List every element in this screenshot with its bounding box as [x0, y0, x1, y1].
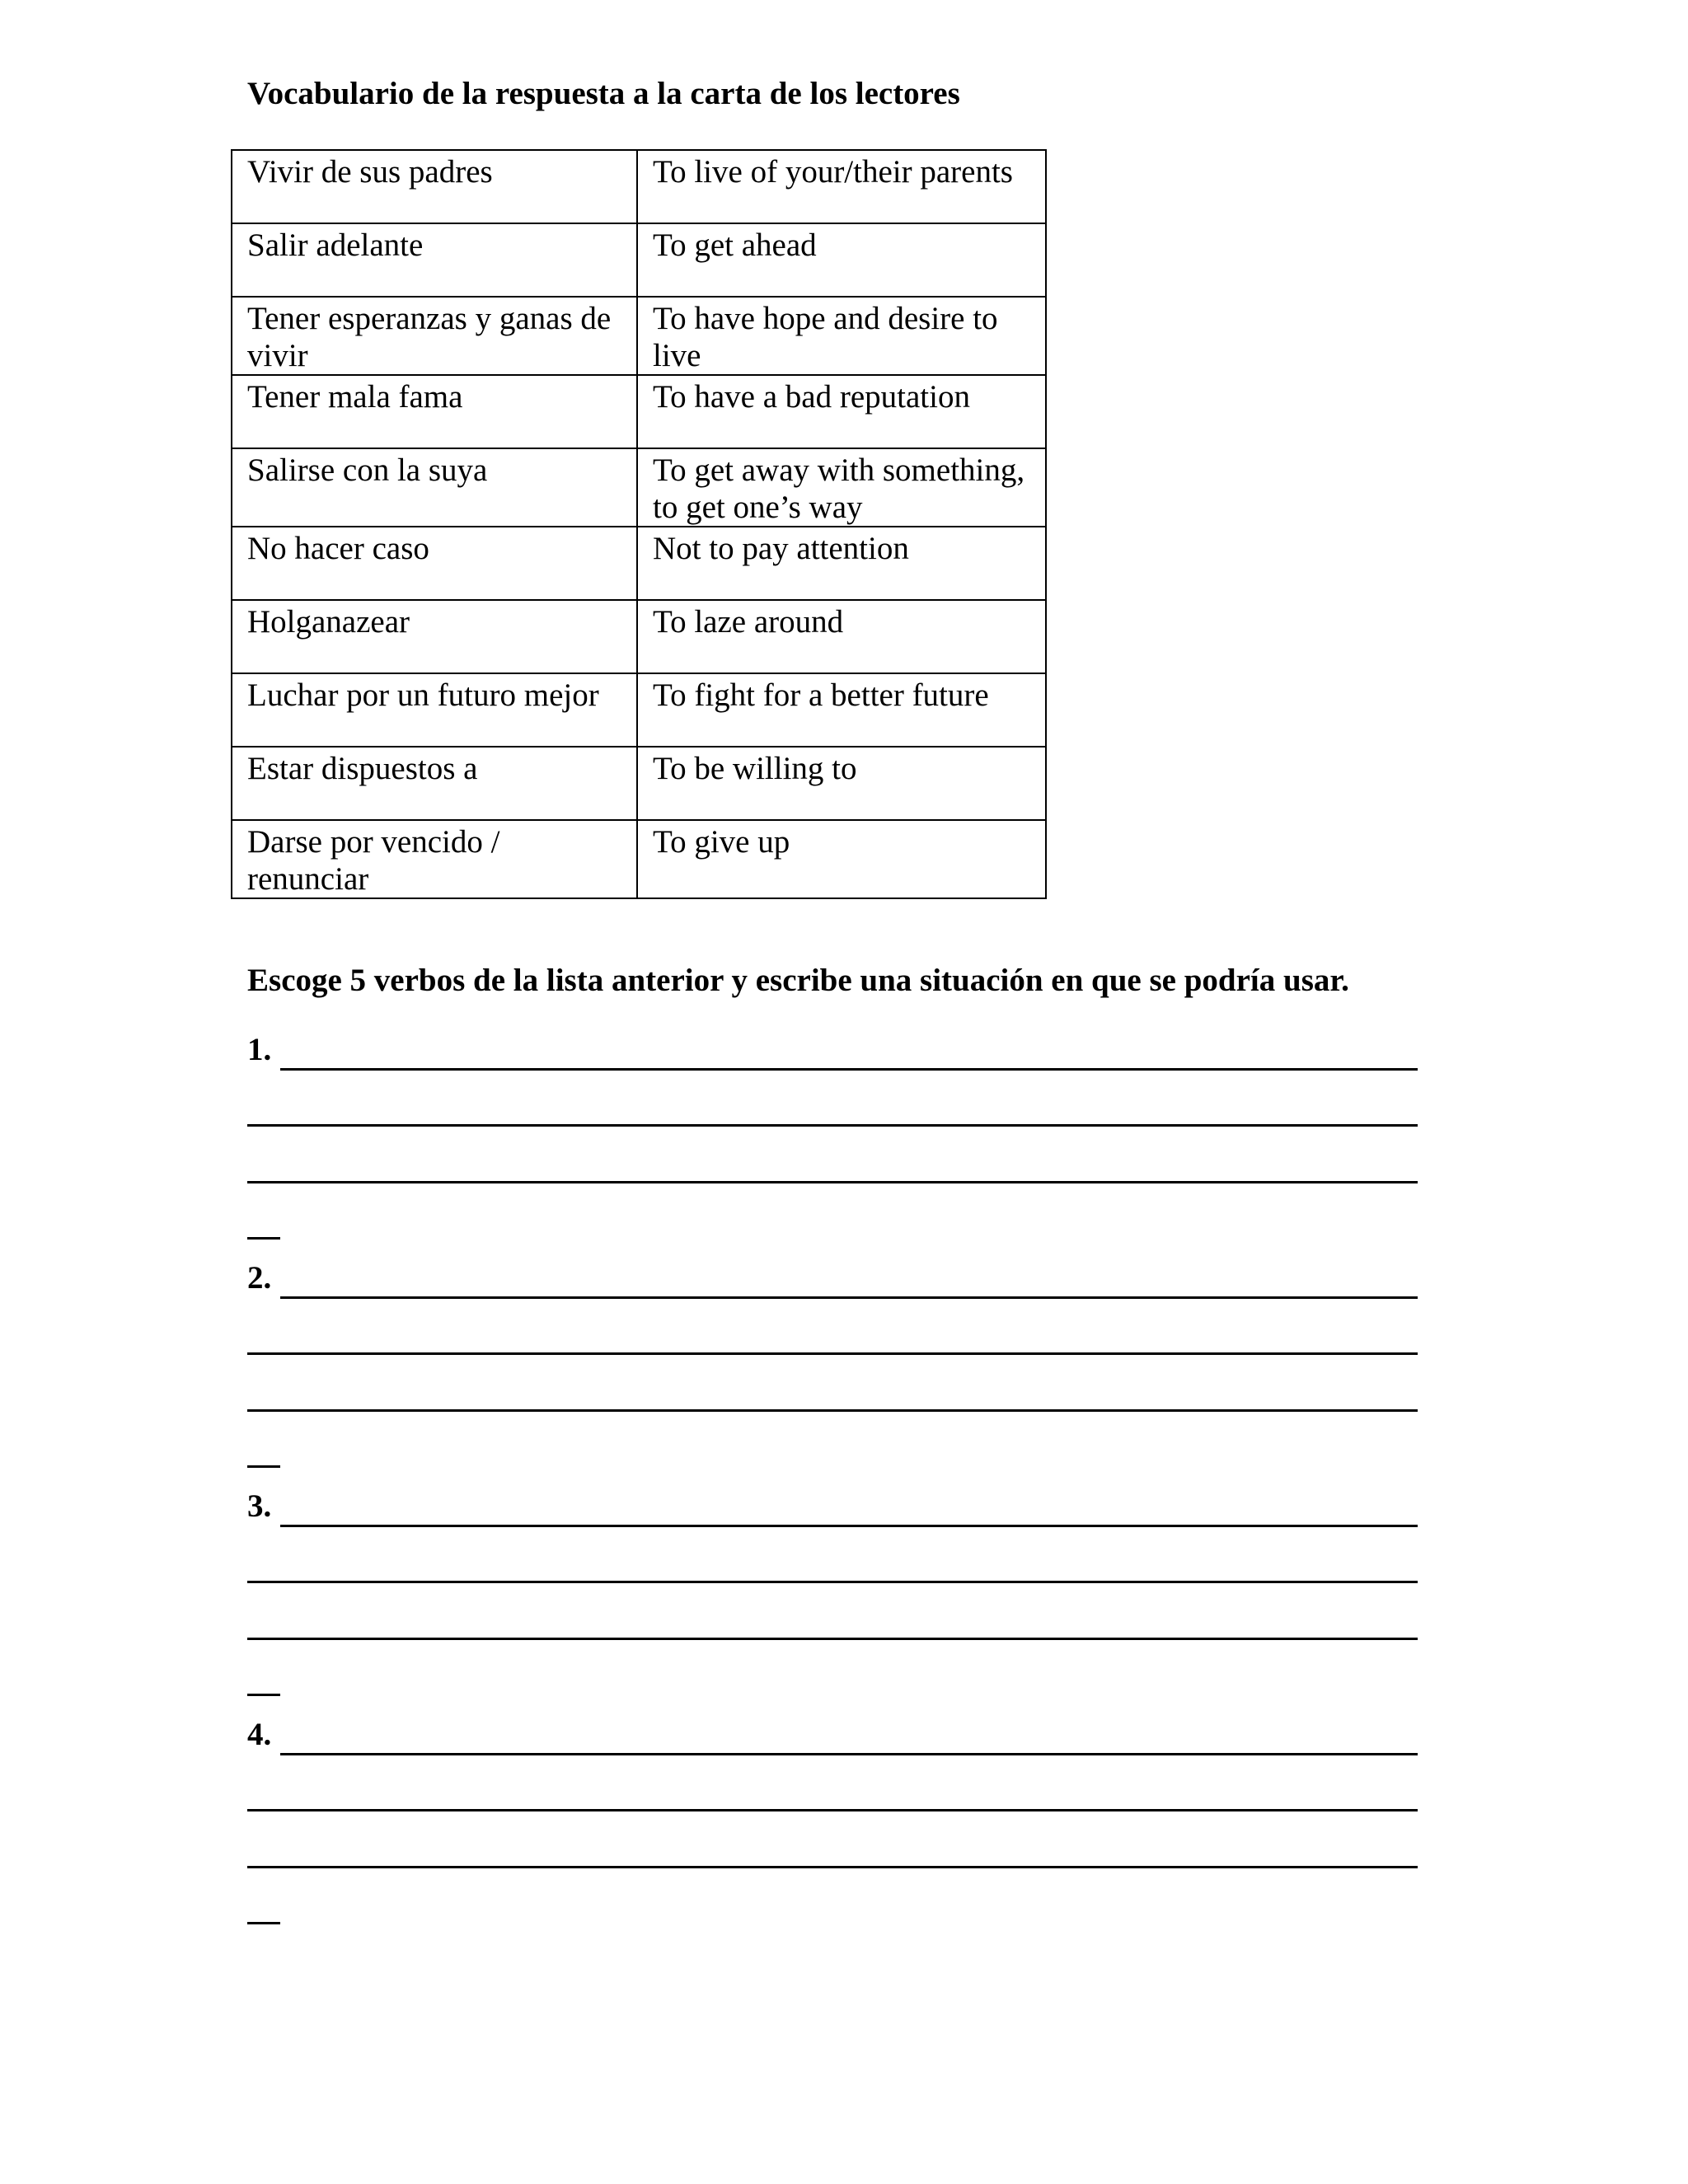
table-row — [232, 150, 1046, 223]
exercise-instruction: Escoge 5 verbos de la lista anterior y escribe una situación en que se podría usar. — [247, 963, 1349, 998]
spanish-phrase: Darse por vencido / renunciar — [232, 820, 637, 898]
page-title: Vocabulario de la respuesta a la carta de los lectores — [247, 76, 960, 111]
table-row — [232, 600, 1046, 673]
table-row — [232, 527, 1046, 600]
answer-line-end — [247, 1465, 280, 1468]
answer-line[interactable] — [247, 1809, 1418, 1811]
spanish-phrase: Tener esperanzas y ganas de vivir — [232, 297, 637, 375]
answer-line-end — [247, 1237, 280, 1240]
answer-line[interactable] — [247, 1409, 1418, 1412]
english-translation: To get ahead — [637, 223, 1046, 297]
spanish-phrase: No hacer caso — [232, 527, 637, 600]
english-translation: To get away with something, to get one’s way — [637, 448, 1046, 527]
answer-first-line — [247, 1258, 1418, 1300]
answer-line[interactable] — [247, 1352, 1418, 1355]
table-row — [232, 820, 1046, 898]
answer-line-end — [247, 1922, 280, 1924]
answer-line[interactable] — [247, 1581, 1418, 1583]
answer-line[interactable] — [247, 1638, 1418, 1640]
answer-first-line — [247, 1715, 1418, 1756]
english-translation: To give up — [637, 820, 1046, 898]
answer-line[interactable] — [247, 1866, 1418, 1868]
english-translation: To live of your/their parents — [637, 150, 1046, 223]
table-row — [232, 448, 1046, 527]
spanish-phrase: Salirse con la suya — [232, 448, 637, 527]
answer-line[interactable] — [280, 1296, 1418, 1299]
spanish-phrase: Luchar por un futuro mejor — [232, 673, 637, 747]
english-translation: To laze around — [637, 600, 1046, 673]
answer-line[interactable] — [280, 1753, 1418, 1755]
english-translation: To have hope and desire to live — [637, 297, 1046, 375]
answer-line[interactable] — [280, 1068, 1418, 1071]
english-translation: Not to pay attention — [637, 527, 1046, 600]
table-row — [232, 673, 1046, 747]
english-translation: To fight for a better future — [637, 673, 1046, 747]
table-row — [232, 297, 1046, 375]
answer-line[interactable] — [247, 1124, 1418, 1127]
spanish-phrase: Tener mala fama — [232, 375, 637, 448]
spanish-phrase: Estar dispuestos a — [232, 747, 637, 820]
answer-first-line — [247, 1030, 1418, 1071]
answer-line[interactable] — [247, 1181, 1418, 1183]
spanish-phrase: Vivir de sus padres — [232, 150, 637, 223]
question-number: 2. — [247, 1260, 272, 1296]
spanish-phrase: Salir adelante — [232, 223, 637, 297]
answer-line-end — [247, 1694, 280, 1696]
english-translation: To have a bad reputation — [637, 375, 1046, 448]
table-row — [232, 223, 1046, 297]
answer-first-line — [247, 1487, 1418, 1528]
table-row — [232, 375, 1046, 448]
question-number: 3. — [247, 1488, 272, 1524]
vocabulary-table — [231, 149, 1047, 899]
question-number: 4. — [247, 1717, 272, 1752]
question-number: 1. — [247, 1032, 272, 1067]
spanish-phrase: Holganazear — [232, 600, 637, 673]
table-row — [232, 747, 1046, 820]
english-translation: To be willing to — [637, 747, 1046, 820]
answer-line[interactable] — [280, 1525, 1418, 1527]
